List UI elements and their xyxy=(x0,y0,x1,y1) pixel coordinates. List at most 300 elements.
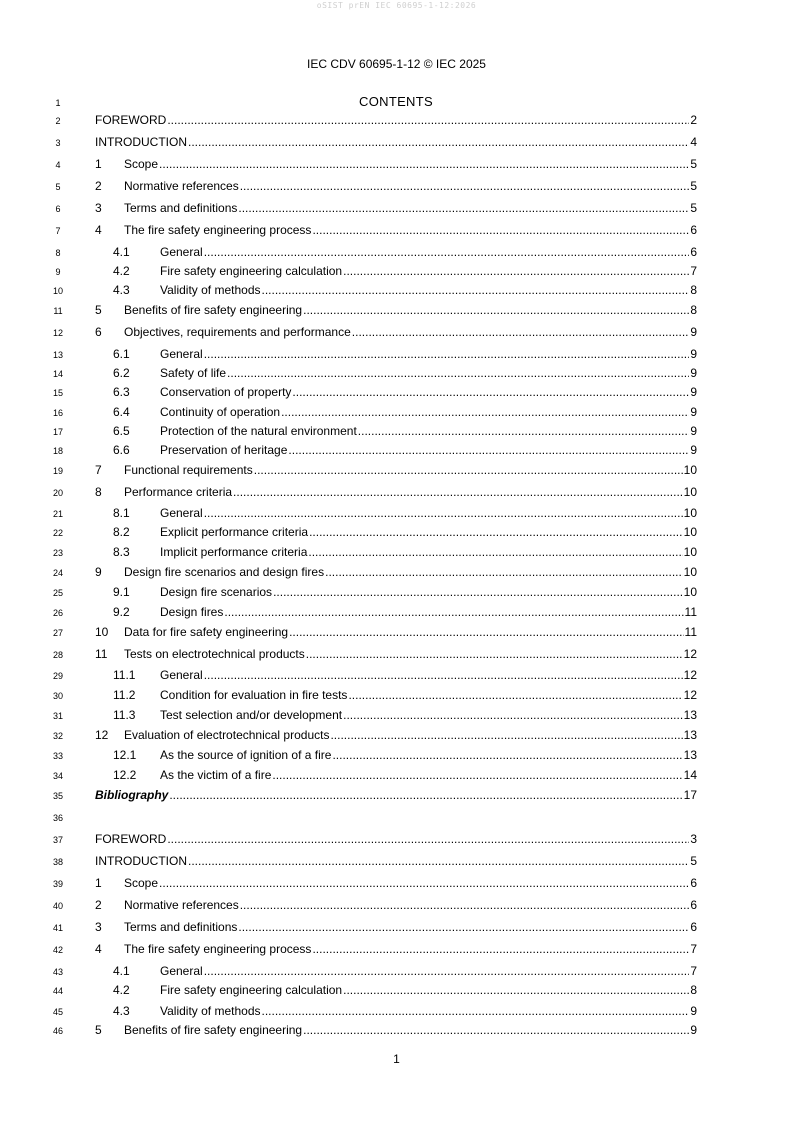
toc-row xyxy=(0,831,793,847)
toc-row xyxy=(0,897,793,913)
toc-entry-page: 8 xyxy=(690,283,697,297)
toc-entry-number: 3 xyxy=(95,201,102,215)
toc-entry[interactable] xyxy=(95,178,697,194)
toc-entry[interactable] xyxy=(95,646,697,662)
line-number: 31 xyxy=(52,711,63,721)
line-number: 29 xyxy=(52,671,63,681)
toc-entry-page: 13 xyxy=(683,728,697,742)
toc-entry-page: 5 xyxy=(690,201,697,215)
line-number: 42 xyxy=(52,945,63,955)
line-number: 27 xyxy=(52,628,63,638)
dot-leader xyxy=(240,178,690,194)
toc-entry-page: 12 xyxy=(683,647,697,661)
toc-entry-number: 5 xyxy=(95,303,102,317)
toc-entry-page: 8 xyxy=(690,303,697,317)
toc-row xyxy=(0,324,793,340)
dot-leader xyxy=(159,156,689,172)
dot-leader xyxy=(352,324,690,340)
toc-entry-page: 11 xyxy=(684,605,697,619)
toc-row xyxy=(0,112,793,128)
toc-entry-number: 6.1 xyxy=(113,347,130,361)
toc-entry[interactable] xyxy=(113,707,697,723)
watermark: oSIST prEN IEC 60695-1-12:2026 xyxy=(316,1,477,10)
dot-leader xyxy=(308,544,682,560)
toc-entry-title: Normative references xyxy=(124,179,239,193)
toc-entry-page: 5 xyxy=(690,854,697,868)
toc-entry-page: 2 xyxy=(690,113,697,127)
line-number: 26 xyxy=(52,608,63,618)
toc-entry-title: Validity of methods xyxy=(160,1004,261,1018)
toc-row xyxy=(0,767,793,783)
dot-leader xyxy=(288,442,689,458)
toc-entry[interactable] xyxy=(95,727,697,743)
dot-leader xyxy=(238,919,689,935)
line-number: 1 xyxy=(55,98,61,108)
toc-entry[interactable] xyxy=(113,423,697,439)
dot-leader xyxy=(332,747,682,763)
dot-leader xyxy=(169,787,682,803)
line-number: 17 xyxy=(52,427,63,437)
toc-entry[interactable] xyxy=(113,263,697,279)
toc-row xyxy=(0,134,793,150)
toc-entry[interactable] xyxy=(95,624,697,640)
toc-entry-title: Terms and definitions xyxy=(124,201,238,215)
toc-row xyxy=(0,200,793,216)
dot-leader xyxy=(188,134,689,150)
toc-entry-page: 7 xyxy=(690,964,697,978)
toc-entry-title: Condition for evaluation in fire tests xyxy=(160,688,348,702)
toc-entry[interactable] xyxy=(95,302,697,318)
toc-row xyxy=(0,524,793,540)
toc-entry-number: 3 xyxy=(95,920,102,934)
toc-entry-page: 9 xyxy=(690,347,697,361)
dot-leader xyxy=(262,1003,690,1019)
line-number: 28 xyxy=(52,650,63,660)
toc-entry-page: 11 xyxy=(684,625,697,639)
toc-entry-page: 5 xyxy=(690,179,697,193)
toc-entry[interactable] xyxy=(113,667,697,683)
line-number: 18 xyxy=(52,446,63,456)
dot-leader xyxy=(273,584,683,600)
line-number: 39 xyxy=(52,879,63,889)
toc-entry-page: 9 xyxy=(690,366,697,380)
toc-row xyxy=(0,384,793,400)
toc-row xyxy=(0,263,793,279)
toc-entry-page: 7 xyxy=(690,264,697,278)
toc-row xyxy=(0,604,793,620)
toc-entry-page: 9 xyxy=(690,325,697,339)
toc-entry-number: 9 xyxy=(95,565,102,579)
dot-leader xyxy=(312,941,689,957)
toc-row xyxy=(0,404,793,420)
dot-leader xyxy=(262,282,690,298)
toc-entry-title: The fire safety engineering process xyxy=(124,223,312,237)
toc-entry-page: 6 xyxy=(690,898,697,912)
line-number: 5 xyxy=(55,182,61,192)
line-number: 38 xyxy=(52,857,63,867)
toc-entry-page: 14 xyxy=(683,768,697,782)
line-number: 2 xyxy=(55,116,61,126)
toc-entry[interactable] xyxy=(95,484,697,500)
toc-entry[interactable] xyxy=(113,767,697,783)
toc-row xyxy=(0,505,793,521)
toc-entry-title: Continuity of operation xyxy=(160,405,281,419)
toc-entry-title: Design fires xyxy=(160,605,224,619)
dot-leader xyxy=(204,667,683,683)
toc-row xyxy=(0,687,793,703)
toc-entry[interactable] xyxy=(113,584,697,600)
toc-row xyxy=(0,646,793,662)
toc-entry[interactable] xyxy=(113,282,697,298)
toc-row xyxy=(0,484,793,500)
toc-entry-title: Test selection and/or development xyxy=(160,708,343,722)
toc-entry-page: 9 xyxy=(690,1004,697,1018)
toc-entry-title: General xyxy=(160,245,203,259)
toc-row xyxy=(0,941,793,957)
dot-leader xyxy=(188,853,689,869)
line-number: 7 xyxy=(55,226,61,236)
line-number: 33 xyxy=(52,751,63,761)
toc-entry-page: 6 xyxy=(690,876,697,890)
toc-entry[interactable] xyxy=(113,346,697,362)
toc-entry-page: 9 xyxy=(690,443,697,457)
toc-entry-page: 6 xyxy=(690,223,697,237)
toc-row xyxy=(0,963,793,979)
line-number: 40 xyxy=(52,901,63,911)
dot-leader xyxy=(343,263,689,279)
line-number: 16 xyxy=(52,408,63,418)
dot-leader xyxy=(358,423,690,439)
dot-leader xyxy=(303,1022,689,1038)
dot-leader xyxy=(204,505,683,521)
toc-entry-number: 12.1 xyxy=(113,748,137,762)
toc-entry-number: 6.6 xyxy=(113,443,130,457)
dot-leader xyxy=(227,365,689,381)
toc-entry[interactable] xyxy=(113,442,697,458)
dot-leader xyxy=(204,963,690,979)
toc-entry-title: Benefits of fire safety engineering xyxy=(124,303,303,317)
toc-entry-title: Fire safety engineering calculation xyxy=(160,264,343,278)
toc-entry-title: General xyxy=(160,347,203,361)
toc-entry[interactable] xyxy=(113,687,697,703)
toc-entry[interactable] xyxy=(95,156,697,172)
toc-entry[interactable] xyxy=(113,544,697,560)
toc-entry[interactable] xyxy=(95,831,697,847)
dot-leader xyxy=(204,244,690,260)
toc-entry-page: 4 xyxy=(690,135,697,149)
toc-entry-page: 12 xyxy=(683,668,697,682)
line-number: 32 xyxy=(52,731,63,741)
document-header: IEC CDV 60695-1-12 © IEC 2025 xyxy=(307,57,486,71)
toc-entry[interactable] xyxy=(95,112,697,128)
toc-entry-page: 10 xyxy=(683,463,697,477)
toc-row xyxy=(0,462,793,478)
toc-entry-page: 10 xyxy=(683,506,697,520)
toc-entry[interactable] xyxy=(95,564,697,580)
toc-entry-title: As the victim of a fire xyxy=(160,768,272,782)
toc-entry-title: Design fire scenarios and design fires xyxy=(124,565,325,579)
toc-entry-title: General xyxy=(160,668,203,682)
toc-entry-title: Terms and definitions xyxy=(124,920,238,934)
line-number: 20 xyxy=(52,488,63,498)
line-number: 45 xyxy=(52,1007,63,1017)
toc-entry[interactable] xyxy=(95,222,697,238)
dot-leader xyxy=(292,384,689,400)
line-number: 4 xyxy=(55,160,61,170)
toc-entry-number: 4.2 xyxy=(113,983,130,997)
dot-leader xyxy=(204,346,690,362)
line-number: 22 xyxy=(52,528,63,538)
toc-entry-title: General xyxy=(160,506,203,520)
toc-entry-title: FOREWORD xyxy=(95,113,167,127)
dot-leader xyxy=(343,707,683,723)
toc-entry-title: Conservation of property xyxy=(160,385,292,399)
dot-leader xyxy=(272,767,682,783)
toc-entry-title: Scope xyxy=(124,157,159,171)
line-number: 14 xyxy=(52,369,63,379)
toc-entry-page: 5 xyxy=(690,157,697,171)
toc-entry-number: 4.1 xyxy=(113,245,130,259)
toc-entry-number: 11.3 xyxy=(113,708,136,722)
dot-leader xyxy=(289,624,683,640)
dot-leader xyxy=(224,604,683,620)
toc-entry-number: 2 xyxy=(95,179,102,193)
toc-entry-number: 4 xyxy=(95,942,102,956)
toc-entry-number: 6.3 xyxy=(113,385,130,399)
line-number: 15 xyxy=(52,388,63,398)
line-number: 8 xyxy=(55,248,61,258)
toc-entry[interactable] xyxy=(113,505,697,521)
line-number: 10 xyxy=(52,286,63,296)
dot-leader xyxy=(309,524,683,540)
toc-entry-page: 17 xyxy=(683,788,697,802)
toc-entry-title: The fire safety engineering process xyxy=(124,942,312,956)
toc-row xyxy=(0,244,793,260)
toc-row xyxy=(0,809,793,825)
toc-entry-title: Evaluation of electrotechnical products xyxy=(124,728,330,742)
toc-entry-number: 9.1 xyxy=(113,585,130,599)
toc-row xyxy=(0,787,793,803)
toc-row xyxy=(0,178,793,194)
toc-entry[interactable] xyxy=(95,941,697,957)
toc-row xyxy=(0,747,793,763)
dot-leader xyxy=(238,200,689,216)
dot-leader xyxy=(240,897,690,913)
toc-entry-page: 9 xyxy=(690,385,697,399)
toc-entry-title: Preservation of heritage xyxy=(160,443,288,457)
toc-entry-title: Performance criteria xyxy=(124,485,233,499)
toc-entry[interactable] xyxy=(113,1003,697,1019)
toc-entry[interactable] xyxy=(113,982,697,998)
line-number: 3 xyxy=(55,138,61,148)
toc-entry-number: 12.2 xyxy=(113,768,137,782)
toc-entry[interactable] xyxy=(95,875,697,891)
line-number: 24 xyxy=(52,568,63,578)
dot-leader xyxy=(312,222,689,238)
toc-entry-title: Objectives, requirements and performance xyxy=(124,325,351,339)
toc-entry-title: FOREWORD xyxy=(95,832,167,846)
toc-entry-page: 3 xyxy=(690,832,697,846)
toc-entry[interactable] xyxy=(95,462,697,478)
toc-entry-number: 8.3 xyxy=(113,545,130,559)
toc-entry-page: 6 xyxy=(690,920,697,934)
toc-entry-number: 1 xyxy=(95,876,102,890)
toc-row xyxy=(0,544,793,560)
toc-entry-title: Protection of the natural environment xyxy=(160,424,357,438)
toc-entry-number: 8.1 xyxy=(113,506,130,520)
line-number: 43 xyxy=(52,967,63,977)
toc-row xyxy=(0,982,793,998)
toc-entry-number: 8 xyxy=(95,485,102,499)
toc-entry[interactable] xyxy=(95,787,697,803)
dot-leader xyxy=(303,302,689,318)
toc-entry-number: 6 xyxy=(95,325,102,339)
line-number: 25 xyxy=(52,588,63,598)
toc-row xyxy=(0,875,793,891)
toc-row xyxy=(0,302,793,318)
line-number: 11 xyxy=(53,306,63,316)
line-number: 35 xyxy=(52,791,63,801)
line-number: 21 xyxy=(52,509,63,519)
toc-row xyxy=(0,442,793,458)
line-number: 6 xyxy=(55,204,61,214)
toc-entry[interactable] xyxy=(95,897,697,913)
line-number: 12 xyxy=(52,328,63,338)
toc-entry-page: 10 xyxy=(683,485,697,499)
dot-leader xyxy=(233,484,683,500)
toc-entry[interactable] xyxy=(95,919,697,935)
toc-entry-number: 8.2 xyxy=(113,525,130,539)
toc-entry-title: Design fire scenarios xyxy=(160,585,273,599)
toc-row xyxy=(0,564,793,580)
toc-row xyxy=(0,222,793,238)
toc-entry-title: Scope xyxy=(124,876,159,890)
toc-entry-title: General xyxy=(160,964,203,978)
toc-entry-number: 11.2 xyxy=(113,688,136,702)
toc-entry[interactable] xyxy=(95,134,697,150)
toc-entry[interactable] xyxy=(113,365,697,381)
toc-entry-title: Tests on electrotechnical products xyxy=(124,647,305,661)
toc-entry-number: 5 xyxy=(95,1023,102,1037)
toc-row xyxy=(0,727,793,743)
toc-entry-page: 10 xyxy=(683,585,697,599)
toc-entry-page: 13 xyxy=(683,748,697,762)
line-number: 13 xyxy=(52,350,63,360)
toc-entry-page: 12 xyxy=(683,688,697,702)
toc-entry-page: 10 xyxy=(683,545,697,559)
toc-entry-number: 9.2 xyxy=(113,605,130,619)
toc-entry-number: 7 xyxy=(95,463,102,477)
toc-row xyxy=(0,624,793,640)
toc-entry-page: 6 xyxy=(690,245,697,259)
toc-entry-page: 9 xyxy=(690,405,697,419)
toc-entry-page: 10 xyxy=(683,525,697,539)
dot-leader xyxy=(254,462,683,478)
toc-entry-page: 9 xyxy=(690,424,697,438)
toc-entry[interactable] xyxy=(95,324,697,340)
toc-entry-number: 10 xyxy=(95,625,109,639)
toc-entry[interactable] xyxy=(95,200,697,216)
toc-row xyxy=(0,365,793,381)
line-number: 46 xyxy=(52,1026,63,1036)
line-number: 9 xyxy=(55,267,61,277)
toc-row xyxy=(0,282,793,298)
toc-entry-title: Explicit performance criteria xyxy=(160,525,309,539)
line-number: 36 xyxy=(52,813,63,823)
toc-entry-title: Safety of life xyxy=(160,366,227,380)
line-number: 19 xyxy=(52,466,63,476)
toc-entry[interactable] xyxy=(113,747,697,763)
dot-leader xyxy=(343,982,689,998)
dot-leader xyxy=(306,646,683,662)
toc-entry[interactable] xyxy=(95,853,697,869)
dot-leader xyxy=(167,831,689,847)
toc-entry[interactable] xyxy=(113,244,697,260)
toc-entry-title: INTRODUCTION xyxy=(95,135,187,149)
line-number: 41 xyxy=(52,923,63,933)
page-number: 1 xyxy=(393,1052,400,1066)
line-number: 30 xyxy=(52,691,63,701)
dot-leader xyxy=(167,112,689,128)
toc-entry-number: 6.4 xyxy=(113,405,130,419)
toc-entry[interactable] xyxy=(113,604,697,620)
toc-entry-title: Bibliography xyxy=(95,788,169,802)
toc-entry-number: 4.3 xyxy=(113,283,130,297)
toc-entry-number: 12 xyxy=(95,728,109,742)
line-number: 37 xyxy=(52,835,63,845)
toc-entry[interactable] xyxy=(113,384,697,400)
toc-entry-number: 6.2 xyxy=(113,366,130,380)
toc-row xyxy=(0,346,793,362)
toc-entry-number: 4.2 xyxy=(113,264,130,278)
toc-entry-page: 8 xyxy=(690,983,697,997)
toc-entry[interactable] xyxy=(95,1022,697,1038)
toc-row xyxy=(0,707,793,723)
toc-entry-number: 6.5 xyxy=(113,424,130,438)
toc-entry-number: 11 xyxy=(95,647,108,661)
toc-entry-title: Data for fire safety engineering xyxy=(124,625,289,639)
dot-leader xyxy=(325,564,683,580)
toc-entry-title: Validity of methods xyxy=(160,283,261,297)
toc-entry-title: As the source of ignition of a fire xyxy=(160,748,332,762)
toc-row xyxy=(0,1003,793,1019)
toc-entry-page: 13 xyxy=(683,708,697,722)
toc-entry[interactable] xyxy=(113,524,697,540)
toc-entry-title: Functional requirements xyxy=(124,463,253,477)
toc-row xyxy=(0,1022,793,1038)
toc-entry-title: Implicit performance criteria xyxy=(160,545,308,559)
line-number: 44 xyxy=(52,986,63,996)
toc-entry[interactable] xyxy=(113,963,697,979)
toc-row xyxy=(0,919,793,935)
toc-entry-page: 10 xyxy=(683,565,697,579)
line-number: 23 xyxy=(52,548,63,558)
toc-entry-title: Normative references xyxy=(124,898,239,912)
toc-entry-number: 4.1 xyxy=(113,964,130,978)
toc-entry-number: 4 xyxy=(95,223,102,237)
dot-leader xyxy=(281,404,689,420)
toc-row xyxy=(0,156,793,172)
toc-entry-number: 2 xyxy=(95,898,102,912)
line-number: 34 xyxy=(52,771,63,781)
dot-leader xyxy=(348,687,682,703)
toc-entry-title: Fire safety engineering calculation xyxy=(160,983,343,997)
toc-entry-number: 4.3 xyxy=(113,1004,130,1018)
dot-leader xyxy=(330,727,682,743)
toc-entry[interactable] xyxy=(113,404,697,420)
toc-row xyxy=(0,423,793,439)
toc-entry-page: 7 xyxy=(690,942,697,956)
